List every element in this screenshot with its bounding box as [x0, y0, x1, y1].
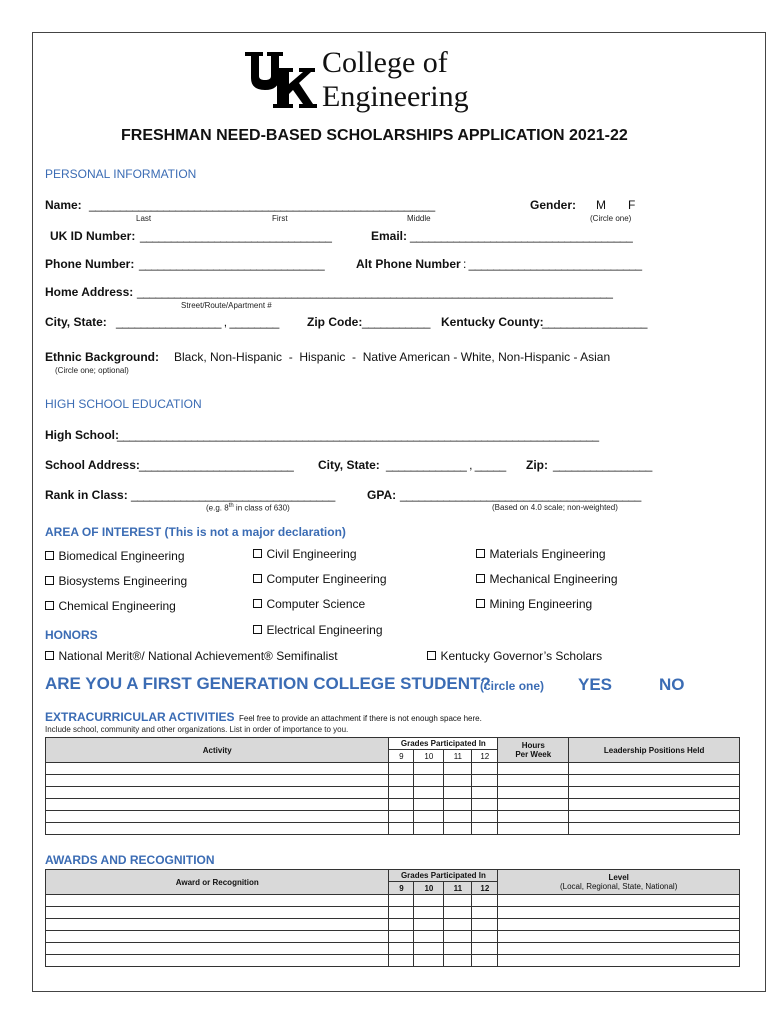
- table-cell[interactable]: [498, 811, 569, 823]
- zip-label: Zip Code:: [307, 315, 363, 329]
- county-label: Kentucky County:: [441, 315, 544, 329]
- high-school-label: High School:: [45, 428, 119, 442]
- table-cell[interactable]: [569, 799, 740, 811]
- ukid-field[interactable]: _______________________________: [140, 229, 332, 243]
- school-zip-field[interactable]: ________________: [553, 458, 652, 472]
- gender-hint: (Circle one): [590, 214, 632, 223]
- checkbox-icon[interactable]: [253, 625, 262, 634]
- interest-civil[interactable]: Civil Engineering: [253, 545, 357, 563]
- table-cell[interactable]: [389, 919, 414, 931]
- ukid-label: UK ID Number:: [50, 229, 136, 243]
- grade-12: 12: [472, 750, 498, 763]
- table-cell[interactable]: [569, 775, 740, 787]
- checkbox-icon[interactable]: [253, 574, 262, 583]
- table-cell[interactable]: [444, 823, 472, 835]
- table-cell[interactable]: [389, 907, 414, 919]
- table-cell[interactable]: [389, 943, 414, 955]
- awards-rows: [46, 895, 740, 967]
- phone-field[interactable]: ______________________________: [139, 257, 325, 271]
- checkbox-icon[interactable]: [427, 651, 436, 660]
- gender-label: Gender:: [530, 198, 577, 212]
- table-cell[interactable]: [444, 775, 472, 787]
- section-interest: AREA OF INTEREST (This is not a major declaration): [45, 525, 346, 539]
- award-grade-12: 12: [472, 882, 498, 895]
- ethnic-options[interactable]: Black, Non-Hispanic - Hispanic - Native American - White, Non-Hispanic - Asian: [174, 350, 611, 364]
- col-level: Level (Local, Regional, State, National): [498, 870, 740, 895]
- grade-10: 10: [414, 750, 444, 763]
- name-field[interactable]: ________________________________________________________: [89, 198, 435, 212]
- table-cell[interactable]: [414, 763, 444, 775]
- address-hint: Street/Route/Apartment #: [181, 301, 272, 310]
- school-address-field[interactable]: _________________________: [139, 458, 294, 472]
- section-personal: PERSONAL INFORMATION: [45, 167, 197, 181]
- table-cell[interactable]: [569, 763, 740, 775]
- table-cell[interactable]: [472, 763, 498, 775]
- table-cell[interactable]: [472, 955, 498, 967]
- extracurricular-heading: EXTRACURRICULAR ACTIVITIES Feel free to provide an attachment if there is not enough space here.: [45, 710, 482, 724]
- table-cell[interactable]: [498, 823, 569, 835]
- table-cell[interactable]: [414, 943, 444, 955]
- table-cell[interactable]: [414, 811, 444, 823]
- grade-11: 11: [444, 750, 472, 763]
- checkbox-icon[interactable]: [45, 576, 54, 585]
- table-cell[interactable]: [569, 823, 740, 835]
- table-cell[interactable]: [472, 895, 498, 907]
- table-cell[interactable]: [46, 895, 389, 907]
- table-cell[interactable]: [498, 919, 740, 931]
- logo-line-1: College of: [322, 46, 448, 79]
- table-cell[interactable]: [389, 931, 414, 943]
- table-row: [46, 811, 740, 823]
- first-gen-no[interactable]: NO: [659, 675, 685, 694]
- table-cell[interactable]: [498, 943, 740, 955]
- table-cell[interactable]: [389, 895, 414, 907]
- table-cell[interactable]: [472, 931, 498, 943]
- checkbox-icon[interactable]: [476, 599, 485, 608]
- table-cell[interactable]: [46, 943, 389, 955]
- rank-field[interactable]: _________________________________: [131, 488, 335, 502]
- table-cell[interactable]: [472, 787, 498, 799]
- table-cell[interactable]: [498, 931, 740, 943]
- school-city-field[interactable]: _____________ , _____: [386, 458, 506, 472]
- school-city-label: City, State:: [318, 458, 380, 472]
- checkbox-icon[interactable]: [45, 651, 54, 660]
- ethnic-hint: (Circle one; optional): [55, 366, 129, 375]
- name-label: Name:: [45, 198, 82, 212]
- interest-mechanical[interactable]: Mechanical Engineering: [476, 570, 618, 588]
- gpa-label: GPA:: [367, 488, 397, 502]
- school-zip-label: Zip:: [526, 458, 548, 472]
- table-cell[interactable]: [46, 763, 389, 775]
- interest-materials[interactable]: Materials Engineering: [476, 545, 606, 563]
- checkbox-icon[interactable]: [476, 574, 485, 583]
- award-grade-11: 11: [444, 882, 472, 895]
- table-cell[interactable]: [498, 907, 740, 919]
- table-cell[interactable]: [46, 823, 389, 835]
- table-cell[interactable]: [389, 763, 414, 775]
- table-cell[interactable]: [414, 823, 444, 835]
- col-activity: Activity: [46, 738, 389, 763]
- email-label: Email:: [371, 229, 408, 243]
- table-cell[interactable]: [414, 907, 444, 919]
- gender-m[interactable]: M: [596, 198, 606, 212]
- extracurricular-table: [45, 737, 740, 835]
- high-school-field[interactable]: ______________________________________________________________________________: [117, 428, 599, 442]
- table-cell[interactable]: [389, 799, 414, 811]
- col-award: Award or Recognition: [46, 870, 389, 895]
- table-cell[interactable]: [444, 811, 472, 823]
- col-grades: Grades Participated In: [389, 738, 498, 750]
- section-honors: HONORS: [45, 628, 98, 642]
- table-cell[interactable]: [389, 811, 414, 823]
- table-row: [46, 763, 740, 775]
- checkbox-icon[interactable]: [476, 549, 485, 558]
- table-cell[interactable]: [498, 799, 569, 811]
- table-cell[interactable]: [498, 955, 740, 967]
- table-cell[interactable]: [498, 763, 569, 775]
- table-cell[interactable]: [414, 895, 444, 907]
- table-cell[interactable]: [414, 931, 444, 943]
- table-row: [46, 895, 740, 907]
- table-cell[interactable]: [46, 907, 389, 919]
- last-hint: Last: [136, 214, 152, 223]
- city-state-label: City, State:: [45, 315, 107, 329]
- interest-biomedical[interactable]: Biomedical Engineering: [45, 547, 185, 565]
- table-cell[interactable]: [414, 799, 444, 811]
- col-leadership: Leadership Positions Held: [569, 738, 740, 763]
- table-cell[interactable]: [46, 799, 389, 811]
- extracurricular-note: Include school, community and other organizations. List in order of importance to you.: [45, 725, 349, 734]
- checkbox-icon[interactable]: [45, 551, 54, 560]
- table-row: [46, 919, 740, 931]
- table-cell[interactable]: [414, 787, 444, 799]
- table-cell[interactable]: [46, 775, 389, 787]
- table-cell[interactable]: [46, 931, 389, 943]
- table-cell[interactable]: [569, 787, 740, 799]
- table-cell[interactable]: [46, 919, 389, 931]
- table-cell[interactable]: [444, 907, 472, 919]
- table-cell[interactable]: [444, 955, 472, 967]
- table-cell[interactable]: [444, 943, 472, 955]
- table-cell[interactable]: [444, 763, 472, 775]
- first-gen-hint: (circle one): [480, 679, 545, 693]
- table-cell[interactable]: [498, 787, 569, 799]
- table-cell[interactable]: [498, 775, 569, 787]
- zip-field[interactable]: ___________: [362, 315, 430, 329]
- table-cell[interactable]: [472, 823, 498, 835]
- awards-table: [45, 869, 740, 967]
- alt-phone-field[interactable]: : ____________________________: [463, 257, 642, 271]
- email-field[interactable]: ____________________________________: [410, 229, 633, 243]
- table-row: [46, 823, 740, 835]
- interest-chemical[interactable]: Chemical Engineering: [45, 597, 176, 615]
- table-row: [46, 787, 740, 799]
- table-cell[interactable]: [444, 931, 472, 943]
- table-cell[interactable]: [472, 775, 498, 787]
- ethnic-label: Ethnic Background:: [45, 350, 160, 364]
- alt-phone-label: Alt Phone Number: [356, 257, 461, 271]
- grade-9: 9: [389, 750, 414, 763]
- table-row: [46, 907, 740, 919]
- gpa-hint: (Based on 4.0 scale; non-weighted): [492, 503, 618, 512]
- table-cell[interactable]: [389, 955, 414, 967]
- table-row: [46, 799, 740, 811]
- phone-label: Phone Number:: [45, 257, 135, 271]
- interest-mining[interactable]: Mining Engineering: [476, 595, 592, 613]
- table-cell[interactable]: [414, 775, 444, 787]
- table-cell[interactable]: [46, 811, 389, 823]
- table-cell[interactable]: [444, 895, 472, 907]
- rank-hint: (e.g. 8th in class of 630): [206, 503, 290, 513]
- form-title: FRESHMAN NEED-BASED SCHOLARSHIPS APPLICATION 2021-22: [121, 127, 628, 144]
- first-gen-question: ARE YOU A FIRST GENERATION COLLEGE STUDENT?: [45, 674, 491, 693]
- section-high-school: HIGH SCHOOL EDUCATION: [45, 397, 202, 411]
- interest-electrical[interactable]: Electrical Engineering: [253, 621, 383, 639]
- checkbox-icon[interactable]: [253, 549, 262, 558]
- section-awards: AWARDS AND RECOGNITION: [45, 853, 215, 867]
- logo-line-2: Engineering: [322, 80, 469, 113]
- table-cell[interactable]: [46, 955, 389, 967]
- city-state-field[interactable]: _________________ , ________: [116, 315, 279, 329]
- interest-computer-science[interactable]: Computer Science: [253, 595, 365, 613]
- interest-biosystems[interactable]: Biosystems Engineering: [45, 572, 187, 590]
- checkbox-icon[interactable]: [45, 601, 54, 610]
- address-field[interactable]: _____________________________________________________________________________: [137, 285, 613, 299]
- middle-hint: Middle: [407, 214, 431, 223]
- county-field[interactable]: _________________: [542, 315, 647, 329]
- col-award-grades: Grades Participated In: [389, 870, 498, 882]
- table-cell[interactable]: [444, 799, 472, 811]
- checkbox-icon[interactable]: [253, 599, 262, 608]
- gpa-field[interactable]: _______________________________________: [400, 488, 641, 502]
- table-row: [46, 943, 740, 955]
- table-cell[interactable]: [472, 919, 498, 931]
- table-row: [46, 955, 740, 967]
- table-cell[interactable]: [389, 775, 414, 787]
- first-hint: First: [272, 214, 288, 223]
- table-cell[interactable]: [46, 787, 389, 799]
- table-row: [46, 775, 740, 787]
- uk-logo: [243, 50, 317, 110]
- table-cell[interactable]: [498, 895, 740, 907]
- table-cell[interactable]: [472, 811, 498, 823]
- table-cell[interactable]: [389, 787, 414, 799]
- rank-label: Rank in Class:: [45, 488, 128, 502]
- table-cell[interactable]: [472, 943, 498, 955]
- gender-f[interactable]: F: [628, 198, 636, 212]
- table-row: [46, 931, 740, 943]
- address-label: Home Address:: [45, 285, 134, 299]
- table-cell[interactable]: [444, 919, 472, 931]
- honor-governors-scholars[interactable]: Kentucky Governor’s Scholars: [427, 647, 602, 665]
- first-gen-yes[interactable]: YES: [578, 675, 613, 694]
- extracurricular-rows: [46, 763, 740, 835]
- table-cell[interactable]: [569, 811, 740, 823]
- award-grade-10: 10: [414, 882, 444, 895]
- table-cell[interactable]: [444, 787, 472, 799]
- table-cell[interactable]: [414, 919, 444, 931]
- school-address-label: School Address:: [45, 458, 140, 472]
- award-grade-9: 9: [389, 882, 414, 895]
- interest-computer-eng[interactable]: Computer Engineering: [253, 570, 387, 588]
- table-cell[interactable]: [472, 799, 498, 811]
- col-hours: Hours Per Week: [498, 738, 569, 763]
- table-cell[interactable]: [414, 955, 444, 967]
- table-cell[interactable]: [389, 823, 414, 835]
- honor-national-merit[interactable]: National Merit®/ National Achievement® Semifinalist: [45, 647, 338, 665]
- table-cell[interactable]: [472, 907, 498, 919]
